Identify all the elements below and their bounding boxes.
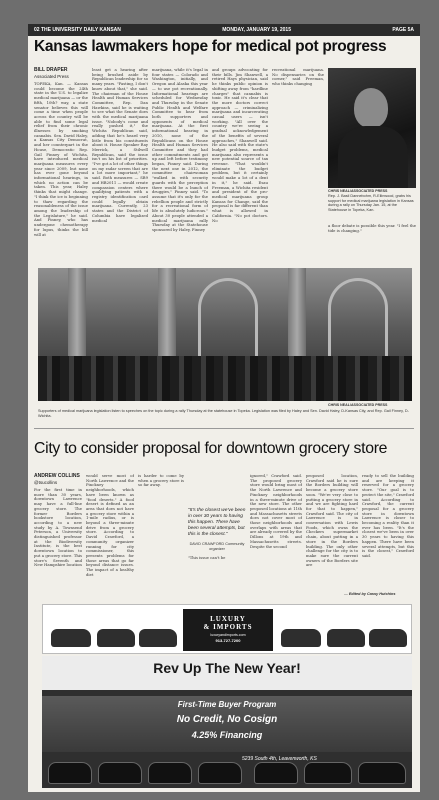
- story1-column-2: least get a hearing after being brushed aside by Republican leadership for so many years. "Fasting, I don't know about that," she said. The chairman of the House Health and Human Services Committee, Rep. Dan Hawkins, said he is waiting to see what the Senate does with the medical marijuana issue. "Nobody's come and really pushed it," the Wichita Republican said, adding that he's heard very little from his constituents about it. House Speaker Ray Merrick, a Stilwell Republican, said the issue isn't on his list of priorities. "I've got a lot of other things on my radar screen that are a lot more important," he said. Both measures — SB9 and HB2011 — would create compassion centers where qualifying patients with a registry identification card could legally obtain marijuana. Currently, 23 states and the District of Columbia have legalized medical: [92, 68, 148, 223]
- car-image: [139, 629, 177, 647]
- ad2-address: 5239 South 4th, Leavenworth, KS: [242, 756, 317, 762]
- photo-dannebohm: [328, 68, 416, 188]
- story2-headline: City to consider proposal for downtown grocery store: [34, 440, 388, 457]
- ad1-brand-line-2: & IMPORTS: [203, 623, 253, 631]
- story2-column-1: For the first time in more than 30 years, downtown Lawrence may have a full-line grocery store. The former Borders bookstore location, according to a new study by A. Townsend Peterson, a University distinguished professor at the Biodiversity Institute, is the best downtown location to put a grocery store. This store's Seventh and New Hampshire location: [34, 488, 82, 568]
- story2-column-2: would serve most of North Lawrence and the Pinckney neighborhoods, which have been known as "food deserts." A food desert is defined as an area that does not have a grocery store within a 1-mile radius, or is beyond a three-minute drive from a grocery store. According to David Crawford, a community organizer running for city commissioner, this presents problems for those areas that go far beyond distance issues. The impact of a healthy diet: [86, 474, 134, 577]
- car-image: [281, 629, 321, 647]
- story2-byline: [34, 474, 80, 485]
- photo2-caption: Supporters of medical marijuana legislation listen to speeches on the topic during a rally Thursday at the statehouse in Topeka. Legislation was filed by Haley and Sen. David Haley, D-Kansas City, and Rep. Gail Finney, D-Wichita.: [38, 409, 409, 418]
- ad1-logo: [183, 609, 273, 651]
- masthead-paper-name: 02 THE UNIVERSITY DAILY KANSAN: [34, 27, 121, 33]
- ad-rev-up-new-year: [42, 656, 412, 788]
- photo-arch: [198, 278, 258, 358]
- photo2-credit: CHRIS NEAL/ASSOCIATED PRESS: [328, 403, 388, 407]
- story1-column-5b: a floor debate is possible this year. "I feel the tide is changing.": [328, 224, 416, 233]
- ad1-phone: 913-727-7200: [215, 638, 241, 643]
- story2-pullquote: "It's the closest we've been in over 30 years to having this happen. There have been several attempts, but this is the closest.": [188, 508, 246, 537]
- ad1-website: luxuryandimports.com: [210, 633, 246, 637]
- story1-byline-org: Associated Press: [34, 73, 69, 79]
- ad1-brand-line-1: LUXURY: [210, 615, 246, 623]
- car-image: [327, 629, 365, 647]
- car-image: [98, 762, 142, 784]
- section-divider: [34, 428, 414, 429]
- car-image: [358, 762, 406, 784]
- story1-column-5a: recreational marijuana. No dispensaries on the corner," said Freeman, who thinks changing: [272, 68, 324, 87]
- photo-subject-body: [338, 126, 408, 188]
- photo1-caption: Rep. J. Basil Dannebohm, R-Ellinwood, grabs his support for medical marijuana legislation in Kansas during a rally on Thursday Jan. 15, at the Statehouse in Topeka, Kan.: [328, 194, 414, 212]
- ad2-line-1: First-Time Buyer Program: [177, 700, 277, 709]
- story2-column-3: is harder to come by when a grocery store is so far away.: [138, 474, 184, 488]
- masthead-page-number: PAGE 5A: [392, 27, 414, 33]
- car-image: [254, 762, 298, 784]
- story2-byline-org: @tsucollins: [34, 479, 58, 485]
- story1-headline: Kansas lawmakers hope for medical pot progress: [34, 38, 387, 55]
- story1-column-3: marijuana, while it's legal in four states — Colorado and Washington, initially, and Oregon and Alaska this year — to use pot recreationally. Informational hearings are scheduled for Wednesday and Thursday in the Senate Public Health and Welfare Committee to hear from both supporters and opponents of medical marijuana. At the first informational hearing in 2010, none of the Republicans on the House Health and Human Services Committee and they had other commitments and got up and left before testimony began, Finney said. During the next one in 2012, the committee chairwoman "walked in with security guards with the perception there would be a bunch of druggies," Finney said. "To assume that it's only for the rebellion people and strictly for a recreational form of life is absolutely ludicrous." About 30 people attended a medical marijuana rally Thursday at the Statehouse sponsored by Haley, Finney: [152, 68, 208, 232]
- car-image: [148, 762, 192, 784]
- masthead: [28, 24, 420, 36]
- story2-column-6: ready to sell the building and are keeping it reserved for a grocery store. "Our goal is to protect the site," Crawford said. According to Crawford, the current proposal for a grocery store in downtown Lawrence is closer to becoming a reality than it ever has been. "It's the closest we've been in over 30 years to having this happen. There have been several attempts, but this is the closest," Crawford said.: [362, 474, 414, 558]
- car-image: [369, 629, 407, 647]
- photo-subject-head: [354, 88, 388, 128]
- story1-byline: [34, 68, 69, 79]
- ad2-line-2: No Credit, No Cosign: [176, 714, 278, 725]
- story2-byline-name: ANDREW COLLINS: [34, 473, 80, 479]
- story1-byline-name: BILL DRAPER: [34, 67, 68, 73]
- story1-column-1: TOPEKA, Kan. — Kansas could become the 24th state in the U.S. to legalize medical marijuana — or the fifth, 10th? way, a state senator believes this will come a time when people across the country will be able to find some legal relief from their chronic illnesses by smoking cannabis. Sen. David Haley, a Kansas City Democrat, and her counterpart in the House, Democratic Rep. Gail Finney of Wichita, have introduced medical marijuana measures every year since 2009, but none has ever gone beyond informational hearings, in which no action can be taken. This year, Haley thinks that might change. "I think the ice is beginning to thaw regarding the reasonableness of the issue among the leadership of the Legislature," he said. And Finney, who has undergone chemotherapy for lupus, thinks the bill will at: [34, 82, 88, 237]
- photo-crowd: [38, 356, 412, 401]
- car-image: [97, 629, 135, 647]
- photo-rally-crowd: [38, 268, 412, 401]
- car-image: [304, 762, 352, 784]
- ad2-headline: Rev Up The New Year!: [153, 660, 301, 676]
- newspaper-page: [28, 24, 420, 792]
- story2-column-5: proposed location, Crawford said he is sure the Borders building will become a grocery store soon. "We're very close to putting a grocery store in and we are fighting hard for that to happen," Crawford said. The city of Lawrence is in conversation with Lewis Foods, which owns the Checkers supermarket chain, about putting in a store in the Borders building. The only other challenge for the city is to make sure the current owners of the Borders site are: [306, 474, 358, 568]
- story1-column-4: and groups advocating for their bills. Jim Shanwell, a retired Hays physician, said he thinks public opinion is shifting away from "hardline charges" that cannabis is toxic. He said it's clear that the more doctors correct approach — criminalizing marijuana and incarcerating casual users — isn't working. "All over the country we're seeing a gradual acknowledgement of the benefits of several approaches," Shanwell said. He also said with the state's budget problems, medical marijuana also represents a new potential source of tax revenue. "That wouldn't eliminate the budget problem, but it certainly would make a lot of a dent in it," he said. Esau Freeman, a Wichita resident and president of the pro-medical marijuana group Kansas for Change, said the proposal is far different than what is allowed in California. "No pot doctors. No: [212, 68, 268, 223]
- story2-column-3b: "This issue can't be: [188, 556, 226, 560]
- masthead-date: MONDAY, JANUARY 19, 2015: [222, 27, 291, 33]
- ad-luxury-imports: [42, 604, 412, 654]
- ad2-line-3: 4.25% Financing: [191, 730, 263, 740]
- story2-edited-by: — Edited by Cassy Hutchins: [344, 592, 396, 596]
- car-image: [48, 762, 92, 784]
- story2-pullquote-attribution: DAVID CRAWFORD Community organizer: [189, 542, 245, 551]
- story2-column-4: ignored," Crawford said. The proposed grocery store would bring most of the North Lawrence and Pinckney neighborhoods in a three-minute drive of the new store. The other proposed locations at 11th and Massachusetts streets does not cover most of those neighborhoods and overlaps with areas that are already covered by the Dillons at 19th and Massachusetts streets. Despite the second: [250, 474, 302, 549]
- photo1-credit: CHRIS NEAL/ASSOCIATED PRESS: [328, 189, 388, 193]
- car-image: [51, 629, 91, 647]
- photo-arch: [328, 278, 388, 358]
- car-image: [198, 762, 242, 784]
